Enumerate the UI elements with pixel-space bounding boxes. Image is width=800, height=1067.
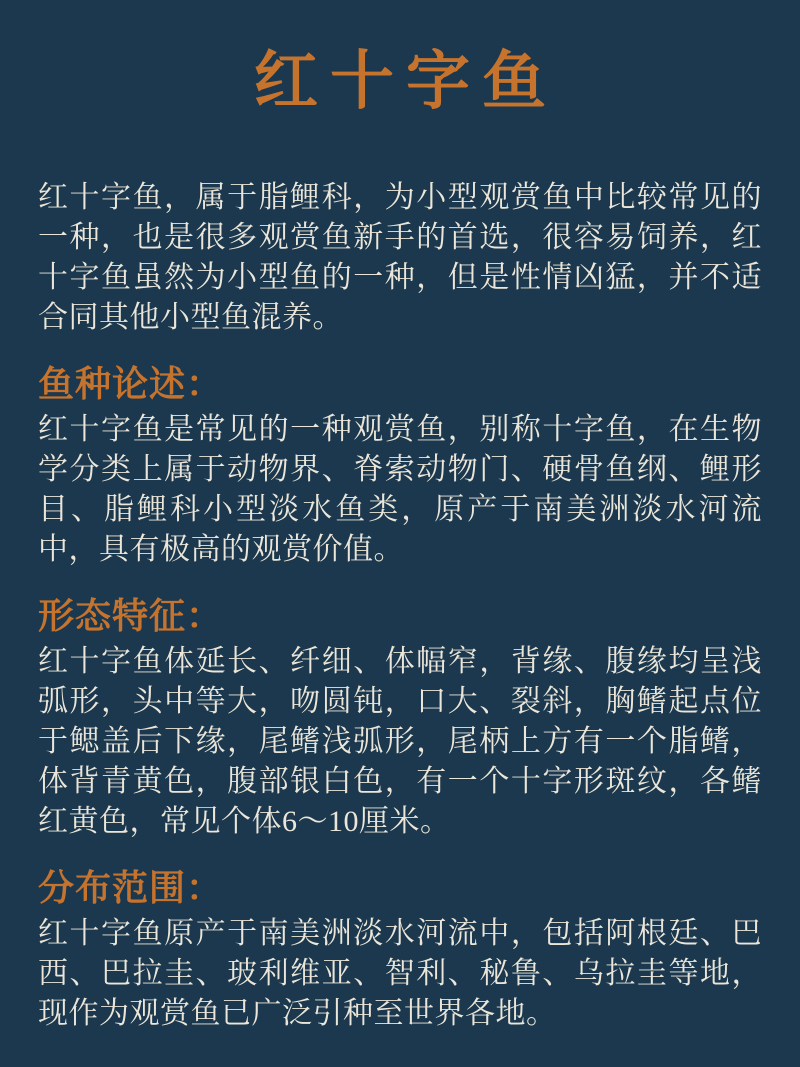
section-heading-distribution: 分布范围： xyxy=(38,868,224,908)
section-species-overview xyxy=(38,362,762,570)
section-text-species-overview: 红十字鱼是常见的一种观赏鱼，别称十字鱼，在生物学分类上属于动物界、脊索动物门、硬骨鱼纲、鲤形目、脂鲤科小型淡水鱼类，原产于南美洲淡水河流中，具有极高的观赏价值。 xyxy=(38,413,762,566)
section-heading-species-overview: 鱼种论述： xyxy=(38,364,224,404)
intro-paragraph: 红十字鱼，属于脂鲤科，为小型观赏鱼中比较常见的一种，也是很多观赏鱼新手的首选，很容易饲养，红十字鱼虽然为小型鱼的一种，但是性情凶猛，并不适合同其他小型鱼混养。 xyxy=(38,181,762,334)
section-text-morphology: 红十字鱼体延长、纤细、体幅窄，背缘、腹缘均呈浅弧形，头中等大，吻圆钝，口大、裂斜，胸鳍起点位于鳃盖后下缘，尾鳍浅弧形，尾柄上方有一个脂鳍，体背青黄色，腹部银白色，有一个十字形斑纹，各鳍红黄色，常见个体6～10厘米。 xyxy=(38,645,762,838)
section-heading-morphology: 形态特征： xyxy=(38,596,224,636)
page-title: 红十字鱼 xyxy=(254,46,558,117)
section-morphology xyxy=(38,594,762,842)
section-distribution xyxy=(38,866,762,1034)
section-text-distribution: 红十字鱼原产于南美洲淡水河流中，包括阿根廷、巴西、巴拉圭、玻利维亚、智利、秘鲁、乌拉圭等地，现作为观赏鱼已广泛引种至世界各地。 xyxy=(38,917,762,1030)
